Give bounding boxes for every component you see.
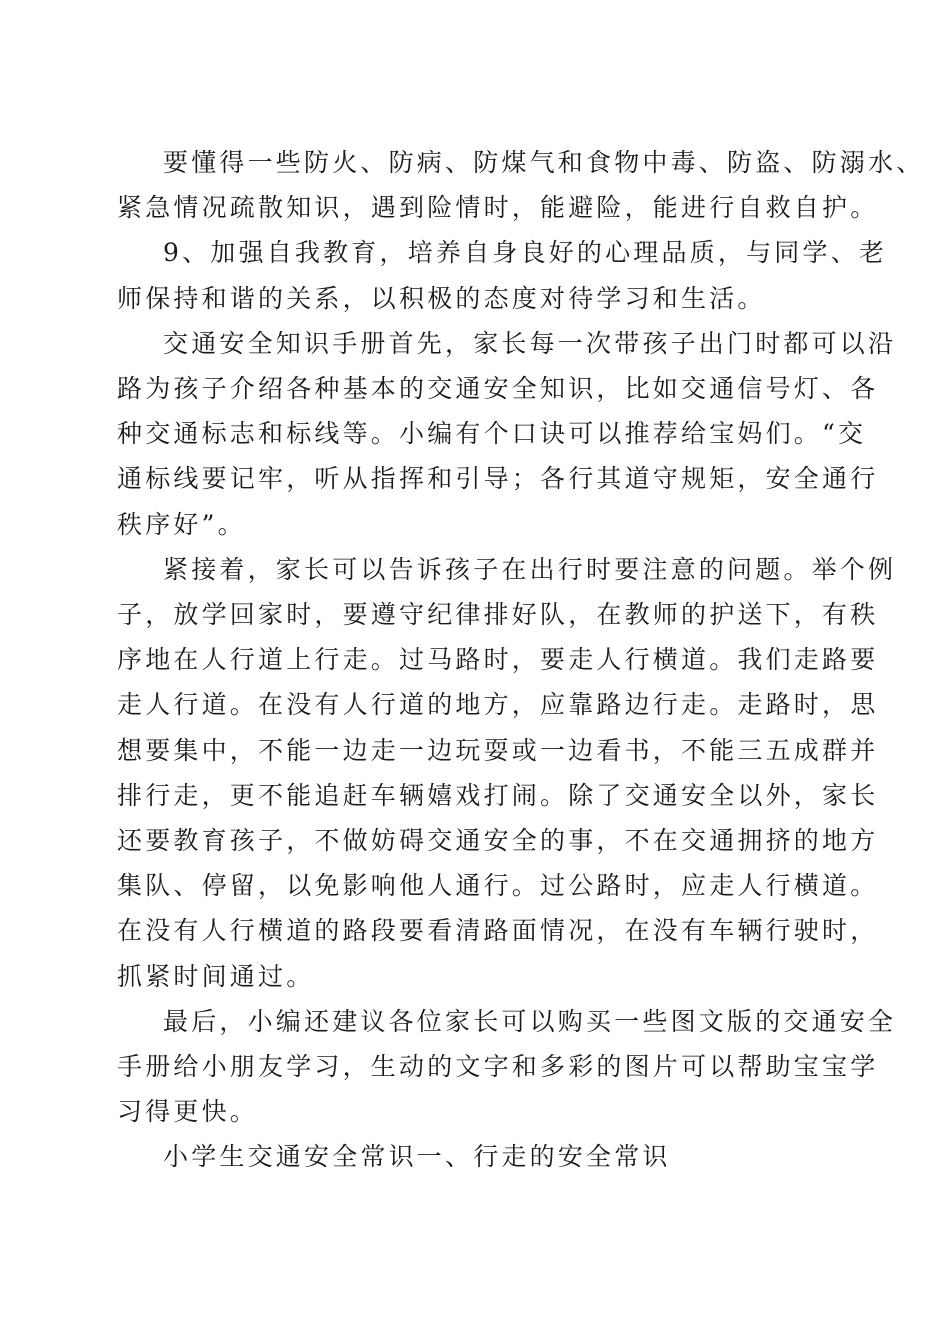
text-line: 在没有人行横道的路段要看清路面情况，在没有车辆行驶时， — [117, 916, 879, 946]
text-line: 子，放学回家时，要遵守纪律排好队，在教师的护送下，有秩 — [117, 600, 879, 630]
paragraph-traffic-handbook — [117, 321, 897, 547]
paragraph-safety-knowledge — [117, 140, 925, 230]
text-line: 抓紧时间通过。 — [117, 961, 315, 991]
text-line: 种交通标志和标线等。小编有个口诀可以推荐给宝妈们。“交 — [117, 419, 867, 449]
text-line: 交通安全知识手册首先，家长每一次带孩子出门时都可以沿 — [163, 328, 897, 358]
document-body — [117, 140, 925, 1180]
text-line: 紧急情况疏散知识，遇到险情时，能避险，能进行自救自护。 — [117, 193, 879, 223]
paragraph-self-education — [117, 230, 888, 320]
paragraph-travel-notes — [117, 547, 897, 999]
text-line: 9、加强自我教育，培养自身良好的心理品质，与同学、老 — [163, 238, 888, 268]
text-line: 想要集中，不能一边走一边玩耍或一边看书，不能三五成群并 — [117, 735, 879, 765]
text-line: 集队、停留，以免影响他人通行。过公路时，应走人行横道。 — [117, 871, 879, 901]
text-line: 要懂得一些防火、防病、防煤气和食物中毒、防盗、防溺水、 — [163, 148, 925, 177]
paragraph-recommendation — [117, 999, 897, 1135]
text-line: 师保持和谐的关系，以积极的态度对待学习和生活。 — [117, 283, 766, 313]
text-line: 序地在人行道上行走。过马路时，要走人行横道。我们走路要 — [117, 645, 879, 675]
text-line: 最后，小编还建议各位家长可以购买一些图文版的交通安全 — [163, 1006, 897, 1036]
text-line: 紧接着，家长可以告诉孩子在出行时要注意的问题。举个例 — [163, 554, 897, 584]
text-line: 秩序好”。 — [117, 509, 246, 539]
text-line: 手册给小朋友学习，生动的文字和多彩的图片可以帮助宝宝学 — [117, 1052, 879, 1082]
text-line: 通标线要记牢，听从指挥和引导；各行其道守规矩，安全通行 — [117, 464, 879, 494]
text-line: 还要教育孩子，不做妨碍交通安全的事，不在交通拥挤的地方 — [117, 826, 879, 856]
section-heading-walking-safety — [117, 1134, 837, 1179]
text-line: 小学生交通安全常识一、行走的安全常识 — [163, 1142, 671, 1172]
text-line: 排行走，更不能追赶车辆嬉戏打闹。除了交通安全以外，家长 — [117, 780, 879, 810]
text-line: 习得更快。 — [117, 1097, 259, 1127]
text-line: 路为孩子介绍各种基本的交通安全知识，比如交通信号灯、各 — [117, 374, 879, 404]
text-line: 走人行道。在没有人行道的地方，应靠路边行走。走路时，思 — [117, 690, 879, 720]
